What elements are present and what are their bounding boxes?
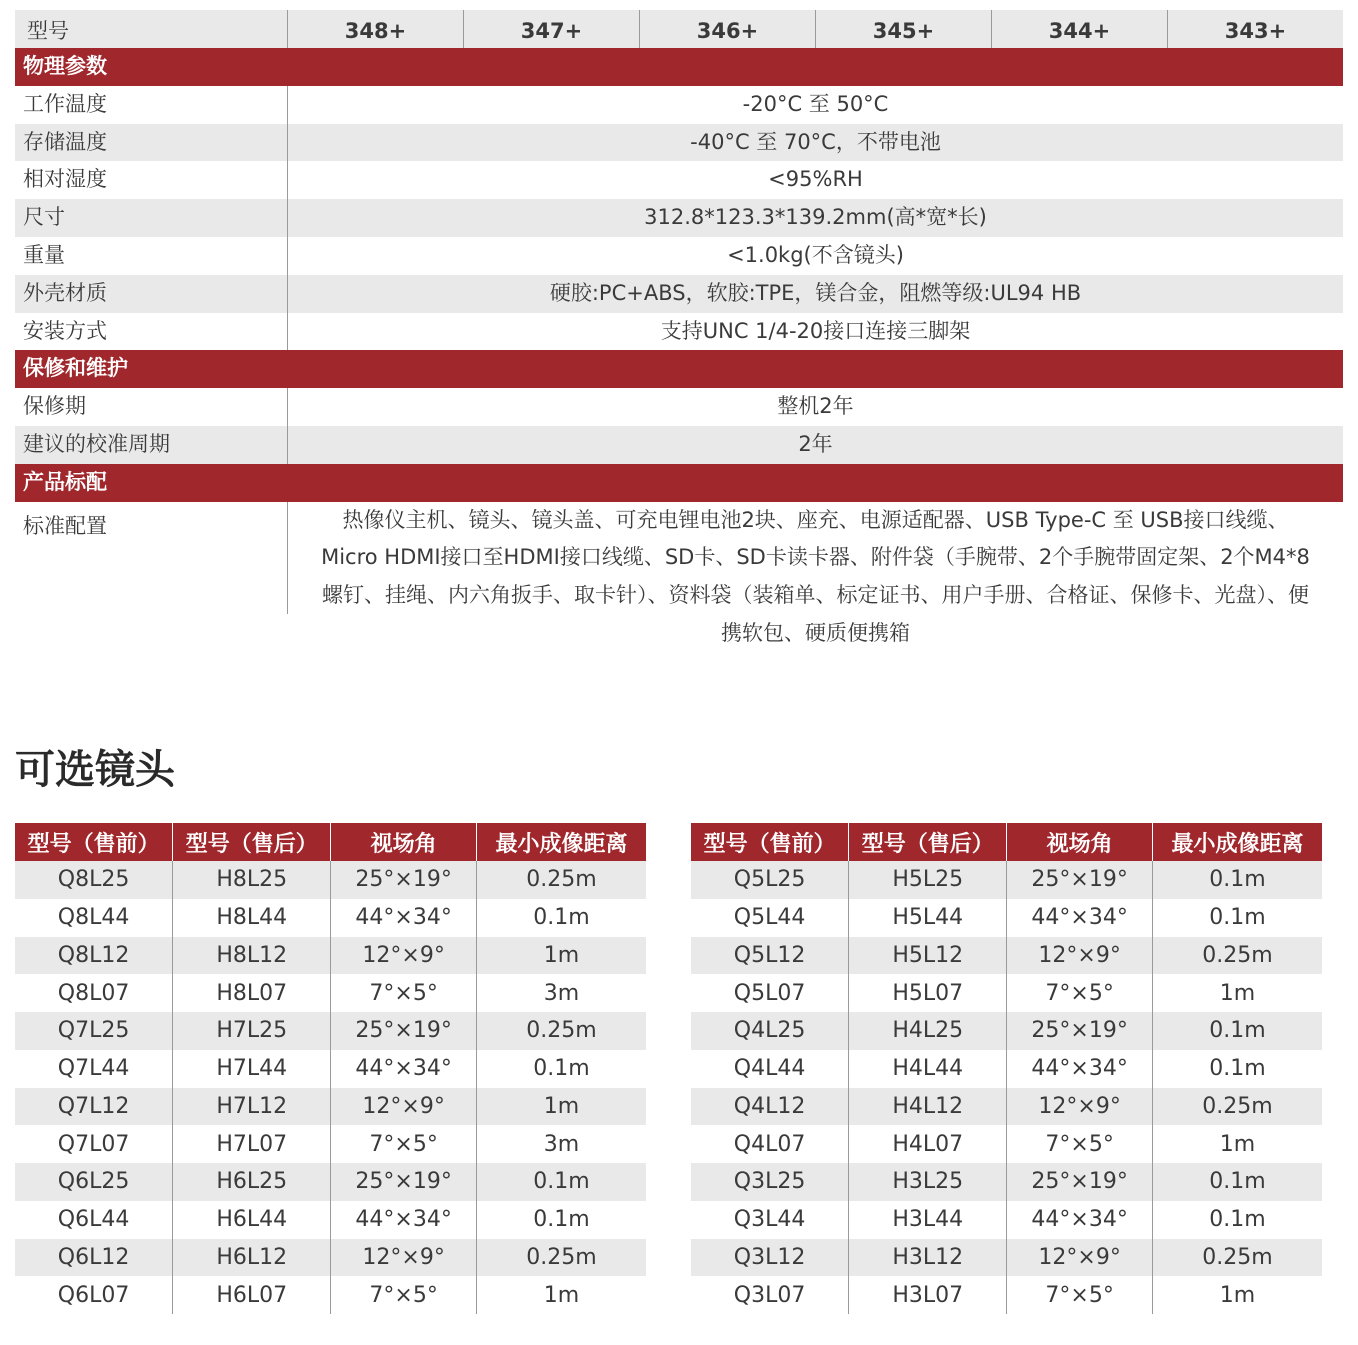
table-cell: Q3L25 [691,1163,849,1201]
table-cell: H4L44 [849,1050,1007,1088]
table-cell: 3m [543,980,580,1006]
table-cell: 0.1m [1152,1012,1322,1050]
table-row [15,1163,646,1201]
table-cell: 12°×9° [331,1239,477,1277]
spec-label: 存储温度 [15,124,288,162]
spec-row-mounting [15,313,1343,351]
table-cell: 7°×5° [331,1276,477,1314]
table-cell: 25°×19° [1007,1163,1153,1201]
table-cell: 7°×5° [1007,1276,1153,1314]
table-cell: 7°×5° [331,1125,477,1163]
table-cell: H3L12 [849,1239,1007,1277]
section-warranty: 保修和维护 [15,350,1343,388]
spec-label: 尺寸 [15,199,288,237]
table-row [15,899,646,937]
table-cell: H7L44 [173,1050,331,1088]
table-row [691,899,1322,937]
table-row [15,1125,646,1163]
table-cell: Q8L44 [15,899,173,937]
table-cell: 12°×9° [331,937,477,975]
spec-label: 保修期 [15,388,288,426]
table-cell: H6L07 [173,1276,331,1314]
table-cell: 12°×9° [331,1088,477,1126]
table-cell: H6L25 [173,1163,331,1201]
spec-value: 热像仪主机、镜头、镜头盖、可充电锂电池2块、座充、电源适配器、USB Type-C 至 USB接口线缆、Micro HDMI接口至HDMI接口线缆、SD卡、SD卡读卡器、附件袋（手腕带、2个手腕带固定架、2个M4*8螺钉、挂绳、内六角扳手、取卡针）、资料袋（装箱单、标定证书、用户手册、合格证、保修卡、光盘）、便携软包、硬质便携箱 [321,507,1310,645]
table-cell: Q3L12 [691,1239,849,1277]
spec-header-row [15,10,1343,48]
table-cell: H7L25 [173,1012,331,1050]
spec-row-housing [15,275,1343,313]
spec-label: 建议的校准周期 [15,426,288,464]
table-row [691,1125,1322,1163]
table-cell: H5L44 [849,899,1007,937]
table-cell: H6L44 [173,1201,331,1239]
col-header-fov: 视场角 [1007,823,1153,861]
table-cell: Q6L12 [15,1239,173,1277]
table-cell: Q5L12 [691,937,849,975]
table-cell: Q5L44 [691,899,849,937]
table-row [691,1050,1322,1088]
table-cell: 0.1m [1209,1207,1266,1233]
spec-row-storage-temp [15,124,1343,162]
spec-label: 相对湿度 [15,161,288,199]
table-cell: 1m [476,1088,646,1126]
spec-row-calibration [15,426,1343,464]
spec-value: 2年 [798,431,833,456]
table-row [691,1201,1322,1239]
table-cell: Q4L12 [691,1088,849,1126]
table-cell: 0.1m [476,1163,646,1201]
spec-value: 硬胶:PC+ABS，软胶:TPE，镁合金，阻燃等级:UL94 HB [549,280,1082,305]
spec-row-weight [15,237,1343,275]
table-cell: 0.25m [476,1012,646,1050]
table-cell: 7°×5° [331,974,477,1012]
spec-label: 重量 [15,237,288,275]
table-cell: H4L25 [849,1012,1007,1050]
table-cell: 1m [543,1282,580,1308]
table-cell: 1m [476,937,646,975]
table-cell: 25°×19° [331,861,477,899]
table-cell: Q4L25 [691,1012,849,1050]
table-cell: H8L12 [173,937,331,975]
table-cell: 1m [1219,1282,1256,1308]
table-cell: 0.1m [1209,905,1266,931]
table-cell: Q7L44 [15,1050,173,1088]
table-row [691,861,1322,899]
section-physical: 物理参数 [15,48,1343,86]
table-row [15,974,646,1012]
table-cell: 3m [543,1131,580,1157]
table-row [691,1163,1322,1201]
table-row [15,1276,646,1314]
table-cell: 0.25m [476,1239,646,1277]
table-cell: 0.1m [533,1056,590,1082]
table-cell: H8L44 [173,899,331,937]
spec-label: 外壳材质 [15,275,288,313]
table-cell: 12°×9° [1007,1239,1153,1277]
table-cell: 0.25m [1152,1239,1322,1277]
table-cell: H8L25 [173,861,331,899]
table-cell: H4L07 [849,1125,1007,1163]
table-cell: Q4L07 [691,1125,849,1163]
table-cell: 44°×34° [331,1050,477,1088]
table-cell: 0.25m [1152,1088,1322,1126]
table-row [15,1239,646,1277]
table-cell: Q7L07 [15,1125,173,1163]
table-cell: 44°×34° [1007,899,1153,937]
table-row [691,1239,1322,1277]
table-cell: 44°×34° [1007,1050,1153,1088]
table-cell: H5L07 [849,974,1007,1012]
table-row [15,937,646,975]
table-cell: H5L25 [849,861,1007,899]
table-cell: H7L07 [173,1125,331,1163]
table-cell: 12°×9° [1007,1088,1153,1126]
lens-section-title: 可选镜头 [15,747,175,793]
table-cell: Q3L44 [691,1201,849,1239]
lens-table-left [15,823,646,1314]
table-cell: 12°×9° [1007,937,1153,975]
table-cell: Q4L44 [691,1050,849,1088]
table-cell: 25°×19° [1007,1012,1153,1050]
table-row [691,974,1322,1012]
table-cell: 25°×19° [331,1012,477,1050]
spec-value: -20°C 至 50°C [742,91,889,116]
table-cell: Q7L25 [15,1012,173,1050]
spec-value: <1.0kg(不含镜头) [727,242,904,267]
section-package: 产品标配 [15,464,1343,502]
table-cell: 0.1m [533,905,590,931]
spec-row-dimensions [15,199,1343,237]
table-row [691,1088,1322,1126]
table-cell: H6L12 [173,1239,331,1277]
col-header-presale: 型号（售前） [15,823,173,861]
model-346: 346+ [640,10,816,48]
table-cell: H7L12 [173,1088,331,1126]
model-345: 345+ [816,10,992,48]
table-cell: H4L12 [849,1088,1007,1126]
table-cell: 7°×5° [1007,1125,1153,1163]
spec-row-standard-config [15,502,1343,653]
spec-row-warranty [15,388,1343,426]
model-348: 348+ [288,10,464,48]
table-cell: 44°×34° [331,899,477,937]
table-cell: Q5L25 [691,861,849,899]
table-cell: H3L44 [849,1201,1007,1239]
table-row [691,1276,1322,1314]
table-cell: Q6L07 [15,1276,173,1314]
table-row [15,1050,646,1088]
lens-table-right [691,823,1322,1314]
table-row [15,1088,646,1126]
col-header-aftersale: 型号（售后） [849,823,1007,861]
table-cell: H3L25 [849,1163,1007,1201]
table-cell: Q3L07 [691,1276,849,1314]
table-cell: H3L07 [849,1276,1007,1314]
table-cell: 25°×19° [331,1163,477,1201]
spec-label: 工作温度 [15,86,288,124]
table-cell: 0.25m [1152,937,1322,975]
spec-value: 312.8*123.3*139.2mm(高*宽*长) [644,205,987,230]
spec-row-humidity [15,161,1343,199]
table-cell: 44°×34° [331,1201,477,1239]
table-cell: Q5L07 [691,974,849,1012]
spec-value: -40°C 至 70°C，不带电池 [690,129,941,154]
model-343: 343+ [1224,19,1287,43]
table-cell: 0.1m [1152,861,1322,899]
table-cell: 1m [1219,980,1256,1006]
spec-value: <95%RH [768,167,863,192]
table-cell: Q6L44 [15,1201,173,1239]
table-cell: Q7L12 [15,1088,173,1126]
col-header-fov: 视场角 [331,823,477,861]
col-header-aftersale: 型号（售后） [173,823,331,861]
table-cell: Q8L25 [15,861,173,899]
spec-value: 支持UNC 1/4-20接口连接三脚架 [660,318,971,343]
col-header-min-distance: 最小成像距离 [1152,823,1322,861]
col-header-min-distance: 最小成像距离 [476,823,646,861]
spec-value: 整机2年 [777,394,854,419]
table-row [15,1201,646,1239]
table-cell: H8L07 [173,974,331,1012]
model-344: 344+ [992,10,1168,48]
spec-row-operating-temp [15,86,1343,124]
table-cell: 0.25m [476,861,646,899]
table-cell: 0.1m [1209,1056,1266,1082]
table-cell: 0.1m [1152,1163,1322,1201]
table-cell: Q8L07 [15,974,173,1012]
table-cell: H5L12 [849,937,1007,975]
table-row [691,1012,1322,1050]
spec-label: 标准配置 [15,502,288,614]
table-cell: 0.1m [533,1207,590,1233]
spec-label: 安装方式 [15,313,288,351]
model-347: 347+ [464,10,640,48]
model-header-label: 型号 [15,10,288,48]
table-cell: Q8L12 [15,937,173,975]
table-cell: Q6L25 [15,1163,173,1201]
table-row [15,861,646,899]
table-cell: 25°×19° [1007,861,1153,899]
table-cell: 44°×34° [1007,1201,1153,1239]
table-cell: 1m [1219,1131,1256,1157]
spec-table [15,10,1343,653]
col-header-presale: 型号（售前） [691,823,849,861]
table-cell: 7°×5° [1007,974,1153,1012]
table-row [15,1012,646,1050]
table-row [691,937,1322,975]
